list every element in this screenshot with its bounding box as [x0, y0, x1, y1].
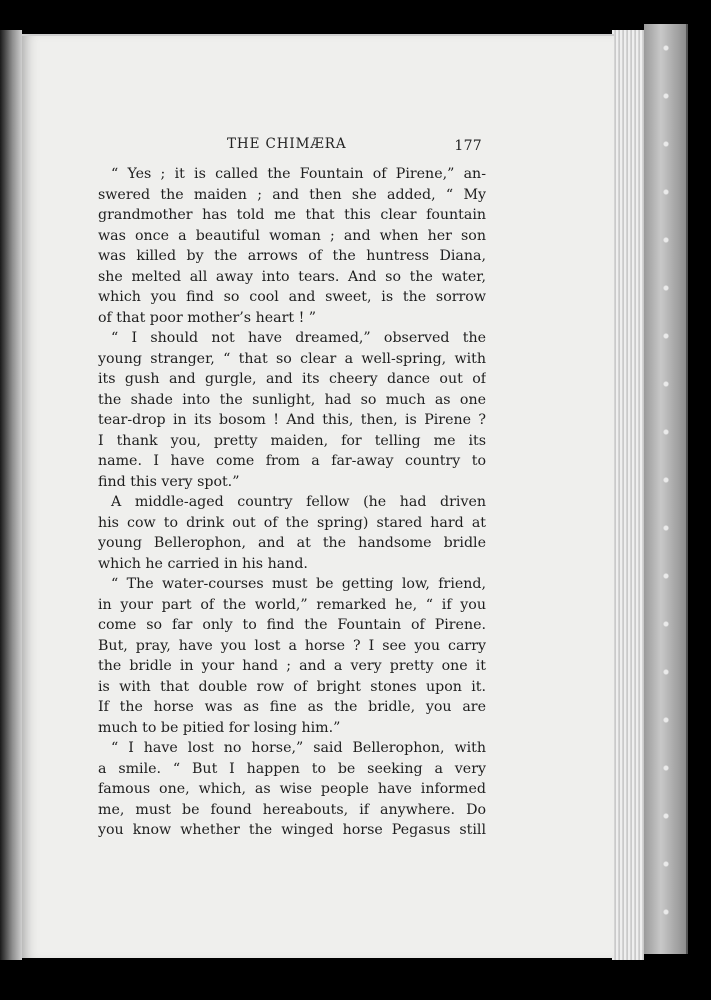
text-line: grandmother has told me that this clear fountain	[98, 207, 486, 223]
text-line: is with that double row of bright stones upon it.	[98, 678, 486, 695]
text-line: was once a beautiful woman ; and when her son	[98, 227, 486, 244]
body-text	[98, 164, 486, 841]
text-line: in your part of the world,” remarked he, “ if you	[98, 596, 486, 613]
text-line: swered the maiden ; and then she added, “ My	[98, 186, 486, 203]
text-line: of that poor mother’s heart ! ”	[98, 309, 317, 326]
text-line: the bridle in your hand ; and a very pretty one it	[98, 658, 486, 674]
cover-ornament	[656, 24, 676, 954]
text-line: tear-drop in its bosom ! And this, then, is Pirene ?	[98, 412, 486, 428]
text-line: find this very spot.”	[98, 473, 240, 490]
page-edges	[612, 30, 644, 960]
text-line: which he carried in his hand.	[98, 555, 308, 572]
text-line: “ I have lost no horse,” said Bellerophon, with	[111, 740, 486, 756]
text-line: name. I have come from a far-away country to	[98, 453, 486, 469]
text-line: his cow to drink out of the spring) stared hard at	[98, 514, 486, 531]
text-line: you know whether the winged horse Pegasus still	[98, 822, 486, 838]
text-line: which you find so cool and sweet, is the sorrow	[98, 289, 486, 305]
scan-background	[688, 0, 711, 1000]
text-line: “ The water-courses must be getting low, friend,	[111, 576, 486, 592]
text-line: its gush and gurgle, and its cheery dance out of	[98, 371, 486, 387]
text-line: was killed by the arrows of the huntress Diana,	[98, 248, 486, 264]
text-line: famous one, which, as wise people have informed	[98, 781, 486, 797]
text-line: she melted all away into tears. And so the water,	[98, 268, 486, 285]
text-line: me, must be found hereabouts, if anywhere. Do	[98, 801, 486, 818]
text-line: the shade into the sunlight, had so much as one	[98, 391, 486, 408]
book-page	[22, 34, 614, 958]
text-line: If the horse was as fine as the bridle, you are	[98, 699, 486, 715]
text-line: young Bellerophon, and at the handsome bridle	[98, 535, 486, 551]
right-cover-edge	[644, 24, 688, 954]
text-line: I thank you, pretty maiden, for telling me its	[98, 432, 486, 449]
text-line: But, pray, have you lost a horse ? I see you carry	[98, 637, 486, 654]
text-line: a smile. “ But I happen to be seeking a very	[98, 760, 486, 777]
text-line: much to be pitied for losing him.”	[98, 719, 341, 736]
text-line: young stranger, “ that so clear a well-spring, with	[98, 350, 486, 367]
text-line: “ I should not have dreamed,” observed the	[111, 330, 486, 346]
left-cover-edge	[0, 30, 22, 960]
text-line: A middle-aged country fellow (he had driven	[111, 494, 486, 510]
page-header	[152, 136, 482, 160]
text-line: “ Yes ; it is called the Fountain of Pirene,” an-	[111, 166, 486, 182]
text-line: come so far only to find the Fountain of Pirene.	[98, 617, 486, 633]
running-title: THE CHIMÆRA	[227, 136, 347, 152]
page-number: 177	[454, 138, 482, 154]
